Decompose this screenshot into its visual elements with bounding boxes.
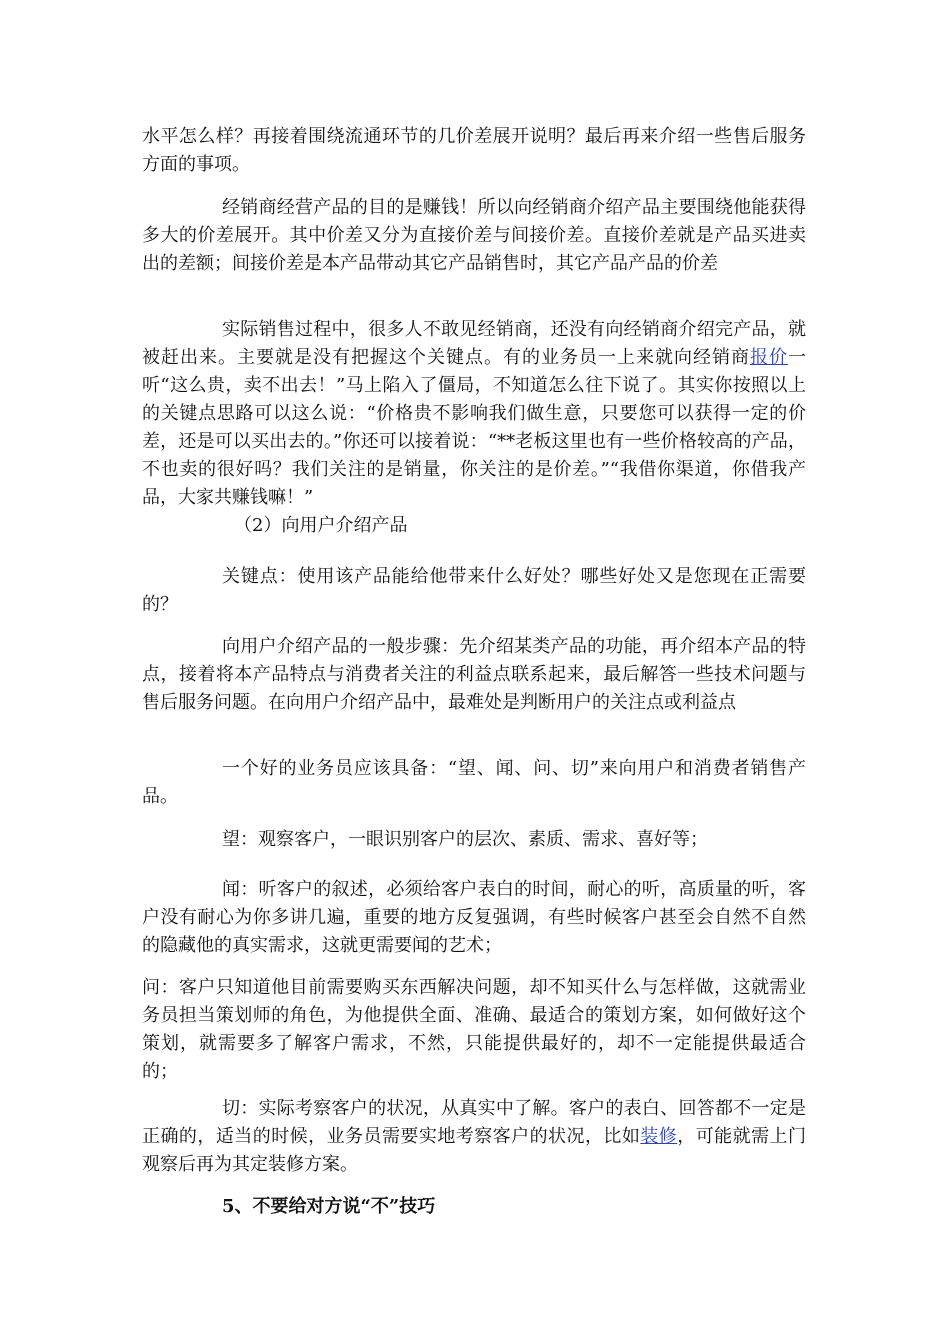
paragraph-four-skills xyxy=(142,755,806,811)
paragraph-2-text: 经销商经营产品的目的是赚钱！所以向经销商介绍产品主要围绕他能获得多大的价差展开。其中价差又分为直接价差与间接价差。直接价差就是产品买进卖出的差额；间接价差是本产品带动其它产品销售时，其它产品产品的价差 xyxy=(142,197,806,274)
paragraph-wang xyxy=(142,826,806,854)
paragraph-qie-text-start: 切：实际考察客户的状况，从真实中了解。客户的表白、回答都不一定是正确的，适当的时候，业务员需要实地考察客户的状况，比如 xyxy=(142,1098,806,1147)
paragraph-wen-text: 闻：听客户的叙述，必须给客户表白的时间，耐心的听，高质量的听，客户没有耐心为你多讲几遍，重要的地方反复强调，有些时候客户甚至会自然不自然的隐藏他的真实需求，这就更需要闻的艺术； xyxy=(142,879,806,956)
subheading-user-intro xyxy=(142,512,806,540)
paragraph-3 xyxy=(142,316,806,512)
paragraph-2 xyxy=(142,194,806,278)
section-heading-5: 5、不要给对方说“不”技巧 xyxy=(222,1196,436,1217)
paragraph-1 xyxy=(142,123,806,179)
paragraph-key-point xyxy=(142,563,806,619)
paragraph-1-text: 水平怎么样？再接着围绕流通环节的几价差展开说明？最后再来介绍一些售后服务方面的事项。 xyxy=(142,126,806,175)
paragraph-3-text-start: 实际销售过程中，很多人不敢见经销商，还没有向经销商介绍完产品，就被赶出来。主要就是没有把握这个关键点。有的业务员一上来就向经销商 xyxy=(142,319,806,368)
subheading-text: （2）向用户介绍产品 xyxy=(234,515,408,536)
link-zhuangxiu[interactable]: 装修 xyxy=(640,1126,678,1147)
paragraph-ask xyxy=(142,974,806,1086)
paragraph-steps xyxy=(142,633,806,717)
paragraph-qie-text-end: ，可能就需上门观察后再为其定装修方案。 xyxy=(142,1126,807,1175)
link-baojia[interactable]: 报价 xyxy=(750,347,788,368)
paragraph-wang-text: 望：观察客户，一眼识别客户的层次、素质、需求、喜好等； xyxy=(222,829,708,850)
paragraph-key-point-text: 关键点：使用该产品能给他带来什么好处？哪些好处又是您现在正需要的？ xyxy=(142,566,806,615)
paragraph-wen xyxy=(142,876,806,960)
paragraph-four-skills-text: 一个好的业务员应该具备：“望、闻、问、切”来向用户和消费者销售产品。 xyxy=(142,758,806,807)
paragraph-ask-text: 问：客户只知道他目前需要购买东西解决问题，却不知买什么与怎样做，这就需业务员担当策划师的角色，为他提供全面、准确、最适合的策划方案，如何做好这个策划，就需要多了解客户需求，不然，只能提供最好的，却不一定能提供最适合的； xyxy=(142,977,806,1082)
paragraph-steps-text: 向用户介绍产品的一般步骤：先介绍某类产品的功能，再介绍本产品的特点，接着将本产品特点与消费者关注的利益点联系起来，最后解答一些技术问题与售后服务问题。在向用户介绍产品中，最难处是判断用户的关注点或利益点 xyxy=(142,636,806,713)
paragraph-qie xyxy=(142,1095,806,1179)
paragraph-3-text-end: 一听“这么贵，卖不出去！”马上陷入了僵局，不知道怎么往下说了。其实你按照以上的关键点思路可以这么说：“价格贵不影响我们做生意，只要您可以获得一定的价差，还是可以买出去的。”你还可以接着说：“**老板这里也有一些价格较高的产品，不也卖的很好吗？我们关注的是销量，你关注的是价差。”“我借你渠道，你借我产品，大家共赚钱嘛！” xyxy=(142,347,806,508)
